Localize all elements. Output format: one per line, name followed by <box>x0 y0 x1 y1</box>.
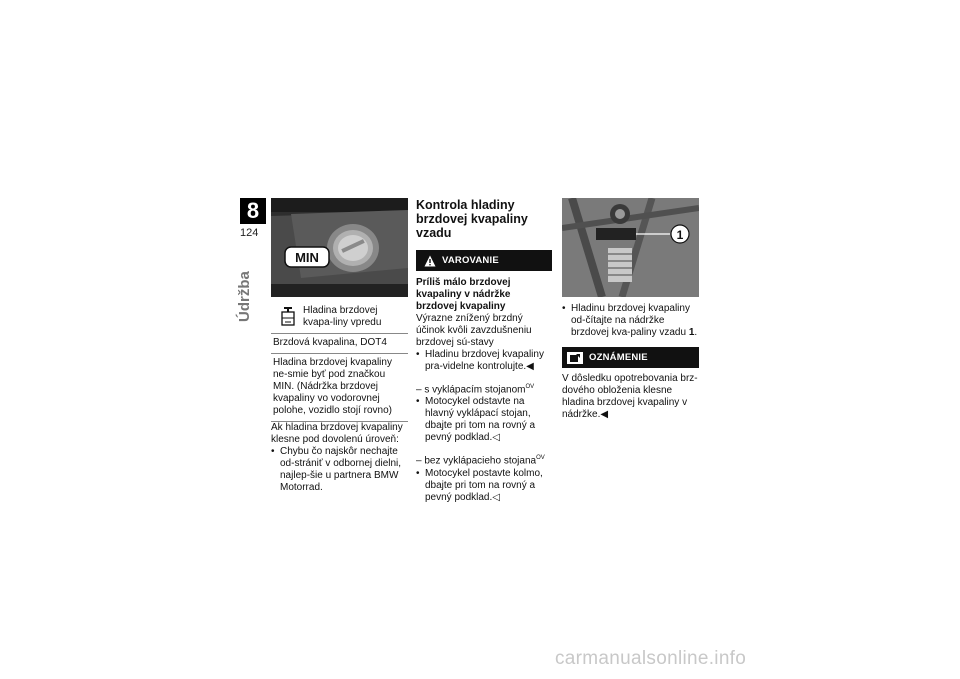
spec-icon-text: Hladina brzdovej kvapa-liny vpredu <box>303 305 382 328</box>
note-text: V dôsledku opotrebovania brz-dového obloženia klesne hladina brzdovej kvapaliny v nádržke.◀ <box>562 373 698 420</box>
note-banner <box>562 347 699 368</box>
warning-text: Výrazne znížený brzdný účinok kvôli zavzdušneniu brzdovej sú-stavy <box>416 313 532 348</box>
note-icon <box>567 352 583 364</box>
section-title: Kontrola hladiny brzdovej kvapaliny vzadu <box>416 198 528 240</box>
bullet-item: • Hladinu brzdovej kvapaliny pra-videlne kontrolujte.◀ <box>416 349 544 372</box>
condition-with-stand: – s vyklápacím stojanom$^{OV}$ <box>416 384 535 396</box>
chapter-number: 8 <box>240 198 266 224</box>
warning-lead: Príliš málo brzdovej kvapaliny v nádržke brzdovej kvapaliny <box>416 277 511 312</box>
column-1 <box>271 198 408 494</box>
watermark: carmanualsonline.info <box>555 648 747 669</box>
bullet-item: • Motocykel postavte kolmo, dbajte pri tom na rovný a pevný podklad.◁ <box>416 467 543 503</box>
warning-icon <box>424 255 436 267</box>
callout-1: 1 <box>676 228 684 242</box>
spec-icon-row <box>271 297 408 333</box>
min-label: MIN <box>295 250 319 265</box>
spec-row-level: Hladina brzdovej kvapaliny ne-smie byť pod značkou MIN. (Nádržka brzdovej kvapaliny vo vodorovnej polohe, vozidlo stojí rovno) <box>271 353 408 421</box>
front-reservoir-photo <box>271 198 408 297</box>
warning-label: VAROVANIE <box>442 255 499 266</box>
spec-row-fluid: Brzdová kvapalina, DOT4 <box>271 333 408 353</box>
spec-table <box>271 297 408 422</box>
brake-fluid-level-icon <box>273 305 303 328</box>
bullet-item: • Chybu čo najskôr nechajte od-strániť v odbornej dielni, najlep-šie u partnera BMW Motorrad. <box>271 446 402 493</box>
rear-reservoir-photo <box>562 198 699 297</box>
bullet-item: • Hladinu brzdovej kvapaliny od-čítajte na nádržke brzdovej kva-paliny vzadu 1. <box>562 303 698 338</box>
column-2 <box>416 198 552 504</box>
chapter-title: Údržba <box>236 271 253 322</box>
bullet-item: • Motocykel odstavte na hlavný vyklápací stojan, dbajte pri tom na rovný a pevný podklad.◁ <box>416 396 536 444</box>
page-number: 124 <box>240 227 259 239</box>
warning-banner <box>416 250 552 271</box>
paragraph: Ak hladina brzdovej kvapaliny klesne pod dovolenú úroveň: <box>271 422 403 445</box>
condition-without-stand: – bez vyklápacieho stojana$^{OV}$ <box>416 455 545 467</box>
note-label: OZNÁMENIE <box>589 352 648 363</box>
chapter-sidebar <box>240 198 266 239</box>
column-3 <box>562 198 699 421</box>
